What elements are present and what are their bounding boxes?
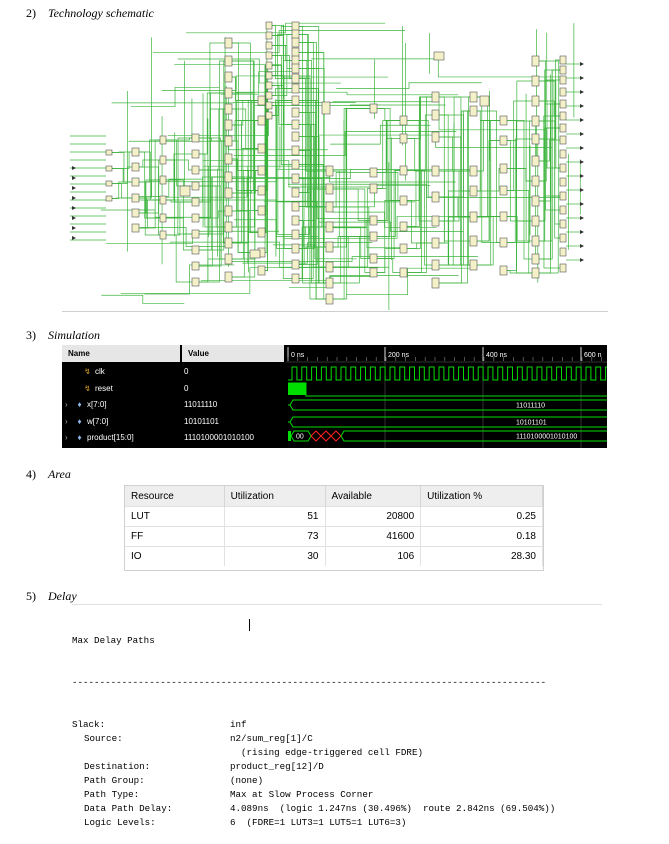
logic-cell — [400, 268, 407, 277]
section-title-simulation: 3) Simulation — [26, 328, 101, 342]
delay-row — [72, 760, 612, 774]
expand-caret-icon[interactable]: › — [65, 433, 68, 442]
section-title-schematic: 2) Technology schematic — [26, 6, 154, 20]
logic-cell — [292, 38, 299, 47]
logic-cell — [160, 136, 166, 144]
product-start-label: 00 — [296, 433, 304, 441]
logic-cell — [326, 222, 333, 232]
text-cursor — [249, 619, 250, 631]
table-cell: 51 — [224, 507, 325, 527]
logic-cell — [180, 186, 190, 196]
logic-cell — [432, 260, 439, 270]
waveform-view[interactable] — [286, 345, 607, 448]
logic-cell — [292, 108, 299, 117]
expand-caret-icon[interactable]: › — [65, 400, 68, 409]
logic-cell — [258, 96, 265, 105]
schematic-cells — [72, 22, 584, 304]
logic-cell — [225, 154, 232, 164]
bit-icon: ↯ — [84, 367, 91, 376]
delay-key: Source: — [84, 733, 123, 744]
logic-cell — [370, 216, 377, 225]
logic-cell — [266, 72, 272, 79]
logic-cell — [532, 134, 539, 144]
logic-cell — [560, 150, 566, 158]
delay-rows — [72, 718, 612, 830]
logic-cell — [560, 136, 566, 144]
logic-cell — [225, 272, 232, 282]
delay-key: Slack: — [72, 719, 106, 730]
reset-high-region — [288, 383, 306, 395]
logic-cell — [500, 116, 507, 125]
logic-cell — [266, 102, 272, 109]
x-bus-label: 11011110 — [516, 402, 546, 410]
logic-cell — [292, 216, 299, 225]
logic-cell — [560, 248, 566, 256]
logic-cell — [266, 82, 272, 89]
logic-cell — [292, 22, 299, 31]
signal-label: product[15:0] — [87, 433, 134, 442]
logic-cell — [292, 96, 299, 105]
signal-label: clk — [95, 367, 105, 376]
logic-cell — [560, 88, 566, 96]
section-title-area: 4) Area — [26, 467, 71, 481]
logic-cell — [560, 192, 566, 200]
table-cell: 106 — [325, 547, 421, 567]
logic-cell — [560, 56, 566, 64]
table-cell: 0.18 — [421, 527, 543, 547]
logic-cell — [292, 188, 299, 197]
logic-cell — [560, 66, 566, 74]
logic-cell — [258, 166, 265, 175]
delay-row — [72, 746, 612, 760]
logic-cell — [258, 144, 265, 153]
delay-value: (none) — [230, 775, 264, 786]
delay-key: Destination: — [84, 761, 151, 772]
table-cell: 73 — [224, 527, 325, 547]
sim-header-value[interactable]: Value — [182, 345, 284, 362]
signal-value-0: 0 — [184, 367, 189, 376]
sim-header-name[interactable]: Name — [62, 345, 180, 362]
logic-cell — [370, 184, 377, 193]
logic-cell — [434, 52, 444, 60]
logic-cell — [400, 116, 407, 125]
logic-cell — [292, 274, 299, 283]
delay-row — [72, 816, 612, 830]
delay-value: inf — [230, 719, 247, 730]
delay-rule: -------------------------------------------------------------------------------------- — [72, 677, 547, 688]
logic-cell — [470, 106, 477, 116]
logic-cell — [192, 182, 199, 190]
logic-cell — [370, 254, 377, 263]
area-col-header[interactable]: Utilization % — [421, 486, 543, 507]
logic-cell — [292, 74, 299, 83]
logic-cell — [470, 236, 477, 246]
area-col-header[interactable]: Resource — [125, 486, 224, 507]
logic-cell — [160, 231, 166, 239]
bus-icon: ♦ — [77, 400, 82, 409]
logic-cell — [326, 202, 333, 212]
logic-cell — [225, 120, 232, 130]
schematic-divider — [62, 311, 608, 312]
table-cell: FF — [125, 527, 224, 547]
logic-cell — [560, 164, 566, 172]
logic-cell — [560, 76, 566, 84]
logic-cell — [225, 238, 232, 248]
logic-cell — [132, 209, 139, 217]
logic-cell — [292, 202, 299, 211]
signal-label: w[7:0] — [87, 416, 109, 426]
logic-cell — [292, 132, 299, 141]
logic-cell — [370, 168, 377, 177]
logic-cell — [132, 178, 139, 186]
logic-cell — [326, 294, 333, 304]
table-cell: 20800 — [325, 507, 421, 527]
delay-value: 6 (FDRE=1 LUT3=1 LUT5=1 LUT6=3) — [230, 817, 407, 828]
logic-cell — [192, 150, 199, 158]
logic-cell — [225, 172, 232, 182]
logic-cell — [292, 160, 299, 169]
table-row — [125, 527, 543, 547]
logic-cell — [400, 244, 407, 253]
signal-value-1: 0 — [184, 383, 189, 393]
logic-cell — [225, 104, 232, 114]
logic-cell — [266, 52, 272, 59]
logic-cell — [432, 238, 439, 248]
logic-cell — [192, 134, 199, 142]
logic-cell — [225, 136, 232, 146]
logic-cell — [106, 166, 112, 171]
delay-row — [72, 802, 612, 816]
logic-cell — [292, 260, 299, 269]
logic-cell — [250, 250, 260, 258]
logic-cell — [400, 166, 407, 175]
signal-value-2: 11011110 — [184, 400, 218, 409]
logic-cell — [326, 184, 333, 194]
product-label: 1110100001010100 — [516, 433, 578, 441]
logic-cell — [192, 198, 199, 206]
table-row — [125, 547, 543, 567]
logic-cell — [225, 222, 232, 232]
logic-cell — [560, 100, 566, 108]
table-cell: 0.25 — [421, 507, 543, 527]
logic-cell — [292, 84, 299, 93]
table-cell: 28.30 — [421, 547, 543, 567]
logic-cell — [532, 116, 539, 126]
logic-cell — [560, 178, 566, 186]
time-label: 200 ns — [388, 352, 410, 359]
logic-cell — [266, 112, 272, 119]
time-label: 600 n — [584, 352, 602, 359]
logic-cell — [432, 278, 439, 288]
area-table-header — [125, 486, 543, 507]
delay-value: (rising edge-triggered cell FDRE) — [230, 747, 423, 758]
logic-cell — [480, 96, 489, 106]
logic-cell — [370, 268, 377, 277]
logic-cell — [470, 260, 477, 270]
logic-cell — [225, 206, 232, 216]
logic-cell — [292, 244, 299, 253]
logic-cell — [326, 166, 333, 176]
logic-cell — [160, 196, 166, 204]
logic-cell — [192, 278, 199, 286]
logic-cell — [500, 164, 507, 173]
table-cell: IO — [125, 547, 224, 567]
logic-cell — [400, 222, 407, 231]
logic-cell — [532, 176, 539, 186]
logic-cell — [258, 186, 265, 195]
logic-cell — [500, 186, 507, 195]
table-row — [125, 507, 543, 527]
time-label: 0 ns — [291, 352, 305, 359]
logic-cell — [470, 186, 477, 196]
logic-cell — [225, 72, 232, 82]
logic-cell — [132, 163, 139, 171]
logic-cell — [192, 230, 199, 238]
logic-cell — [470, 92, 477, 102]
logic-cell — [370, 232, 377, 241]
logic-cell — [432, 132, 439, 142]
logic-cell — [266, 22, 272, 29]
logic-cell — [532, 216, 539, 226]
area-table-body — [125, 507, 543, 567]
logic-cell — [532, 156, 539, 166]
bus-icon: ♦ — [77, 416, 82, 426]
signal-name-4[interactable] — [62, 429, 180, 446]
delay-key: Data Path Delay: — [84, 803, 173, 814]
logic-cell — [400, 196, 407, 205]
logic-cell — [258, 228, 265, 237]
delay-value: n2/sum_reg[1]/C — [230, 733, 313, 744]
delay-title: Max Delay Paths — [72, 635, 155, 646]
logic-cell — [292, 230, 299, 239]
delay-value: product_reg[12]/D — [230, 761, 324, 772]
delay-value: Max at Slow Process Corner — [230, 789, 374, 800]
logic-cell — [266, 92, 272, 99]
table-cell: 41600 — [325, 527, 421, 547]
logic-cell — [560, 264, 566, 272]
logic-cell — [292, 30, 299, 39]
section-title-delay: 5) Delay — [26, 589, 77, 603]
signal-value-4: 1110100001010100 — [184, 433, 254, 442]
delay-row — [72, 774, 612, 788]
logic-cell — [432, 92, 439, 102]
signal-name-0[interactable] — [62, 363, 180, 380]
delay-key: Path Type: — [84, 789, 140, 800]
logic-cell — [500, 212, 507, 221]
logic-cell — [470, 212, 477, 222]
logic-cell — [432, 216, 439, 226]
delay-row — [72, 732, 612, 746]
expand-caret-icon[interactable]: › — [65, 416, 68, 426]
logic-cell — [370, 104, 377, 113]
logic-cell — [106, 181, 112, 186]
logic-cell — [192, 246, 199, 254]
time-label: 400 ns — [486, 352, 508, 359]
delay-key: Path Group: — [84, 775, 145, 786]
logic-cell — [322, 102, 330, 114]
logic-cell — [258, 206, 265, 215]
signal-name-2[interactable] — [62, 396, 180, 413]
logic-cell — [106, 150, 112, 155]
logic-cell — [532, 96, 539, 106]
delay-key: Logic Levels: — [84, 817, 156, 828]
delay-report — [72, 606, 612, 844]
logic-cell — [160, 176, 166, 184]
logic-cell — [532, 236, 539, 246]
logic-cell — [192, 166, 199, 174]
logic-cell — [292, 120, 299, 129]
logic-cell — [266, 62, 272, 69]
logic-cell — [400, 134, 407, 143]
signal-value-3: 10101101 — [184, 416, 219, 426]
logic-cell — [532, 254, 539, 264]
logic-cell — [292, 146, 299, 155]
logic-cell — [132, 194, 139, 202]
logic-cell — [532, 56, 539, 66]
logic-cell — [326, 262, 333, 272]
table-cell: 30 — [224, 547, 325, 567]
logic-cell — [532, 196, 539, 206]
delay-value: 4.089ns (logic 1.247ns (30.496%) route 2.842ns (69.504%)) — [230, 803, 556, 814]
logic-cell — [225, 88, 232, 98]
signal-label: x[7:0] — [87, 400, 107, 409]
logic-cell — [532, 76, 539, 86]
logic-cell — [225, 188, 232, 198]
logic-cell — [432, 192, 439, 202]
logic-cell — [560, 234, 566, 242]
signal-label: reset — [95, 383, 113, 393]
logic-cell — [432, 166, 439, 176]
simulation-waveform-panel — [62, 345, 607, 448]
area-utilization-table — [124, 485, 544, 571]
delay-row — [72, 788, 612, 802]
logic-cell — [500, 238, 507, 247]
area-col-header[interactable]: Available — [325, 486, 421, 507]
bus-icon: ♦ — [77, 433, 82, 442]
technology-schematic — [60, 16, 608, 310]
logic-cell — [160, 214, 166, 222]
logic-cell — [266, 32, 272, 39]
logic-cell — [500, 136, 507, 145]
logic-cell — [292, 48, 299, 57]
logic-cell — [258, 266, 265, 275]
logic-cell — [292, 56, 299, 65]
logic-cell — [225, 38, 232, 48]
logic-cell — [106, 196, 112, 201]
logic-cell — [470, 166, 477, 176]
signal-name-1[interactable] — [62, 380, 180, 397]
area-col-header[interactable]: Utilization — [224, 486, 325, 507]
logic-cell — [192, 214, 199, 222]
logic-cell — [266, 42, 272, 49]
delay-row — [72, 718, 612, 732]
logic-cell — [225, 254, 232, 264]
logic-cell — [132, 224, 139, 232]
logic-cell — [500, 266, 507, 275]
logic-cell — [326, 242, 333, 252]
logic-cell — [160, 156, 166, 164]
logic-cell — [560, 220, 566, 228]
logic-cell — [326, 278, 333, 288]
logic-cell — [560, 206, 566, 214]
logic-cell — [292, 64, 299, 73]
logic-cell — [560, 124, 566, 132]
logic-cell — [560, 112, 566, 120]
logic-cell — [192, 262, 199, 270]
signal-name-3[interactable] — [62, 413, 180, 430]
logic-cell — [225, 56, 232, 66]
table-cell: LUT — [125, 507, 224, 527]
logic-cell — [132, 148, 139, 156]
logic-cell — [532, 268, 539, 278]
logic-cell — [432, 110, 439, 120]
bit-icon: ↯ — [84, 383, 91, 393]
logic-cell — [258, 116, 265, 125]
w-bus-label: 10101101 — [516, 419, 547, 427]
delay-top-border — [72, 604, 602, 605]
logic-cell — [292, 174, 299, 183]
